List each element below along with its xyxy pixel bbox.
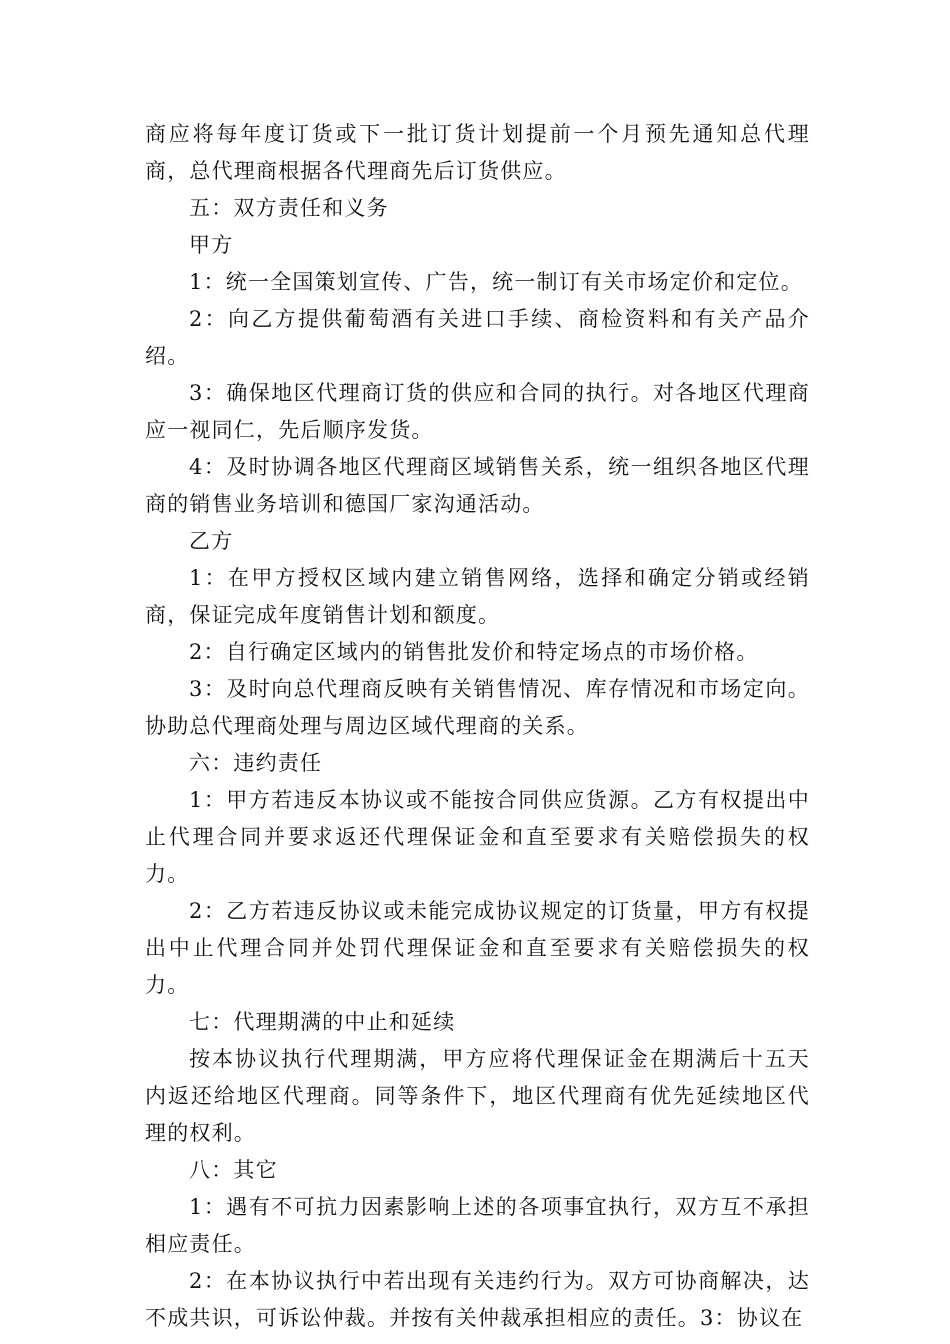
party-a-clause-1: 1：统一全国策划宣传、广告，统一制订有关市场定价和定位。 <box>189 270 803 294</box>
section-heading-7: 七：代理期满的中止和延续 <box>189 1010 456 1034</box>
party-a-heading: 甲方 <box>189 233 234 257</box>
other-clause-2: 2：在本协议执行中若出现有关违约行为。双方可协商解决，达不成共识，可诉讼仲裁。并按有关仲裁承担相应的责任。3：协议在 <box>145 1269 810 1330</box>
party-a-clause-3: 3：确保地区代理商订货的供应和合同的执行。对各地区代理商应一视同仁，先后顺序发货。 <box>145 381 810 442</box>
party-b-clause-2: 2：自行确定区域内的销售批发价和特定场点的市场价格。 <box>189 640 759 664</box>
section-heading-5: 五：双方责任和义务 <box>189 196 389 220</box>
party-b-clause-1: 1：在甲方授权区域内建立销售网络，选择和确定分销或经销商，保证完成年度销售计划和额度。 <box>145 566 810 627</box>
breach-clause-1: 1：甲方若违反本协议或不能按合同供应货源。乙方有权提出中止代理合同并要求返还代理保证金和直至要求有关赔偿损失的权力。 <box>145 788 810 886</box>
breach-clause-2: 2：乙方若违反协议或未能完成协议规定的订货量，甲方有权提出中止代理合同并处罚代理保证金和直至要求有关赔偿损失的权力。 <box>145 899 810 997</box>
party-b-heading: 乙方 <box>189 529 234 553</box>
expiry-clause: 按本协议执行代理期满，甲方应将代理保证金在期满后十五天内返还给地区代理商。同等条件下，地区代理商有优先延续地区代理的权利。 <box>145 1047 810 1145</box>
party-a-clause-2: 2：向乙方提供葡萄酒有关进口手续、商检资料和有关产品介绍。 <box>145 307 810 368</box>
section-heading-8: 八：其它 <box>189 1158 278 1182</box>
party-a-clause-4: 4：及时协调各地区代理商区域销售关系，统一组织各地区代理商的销售业务培训和德国厂家沟通活动。 <box>145 455 810 516</box>
other-clause-1: 1：遇有不可抗力因素影响上述的各项事宜执行，双方互不承担相应责任。 <box>145 1195 810 1256</box>
document-body <box>145 116 810 1337</box>
party-b-clause-3: 3：及时向总代理商反映有关销售情况、库存情况和市场定向。协助总代理商处理与周边区域代理商的关系。 <box>145 677 810 738</box>
paragraph-continuation: 商应将每年度订货或下一批订货计划提前一个月预先通知总代理商，总代理商根据各代理商先后订货供应。 <box>145 122 810 183</box>
section-heading-6: 六：违约责任 <box>189 751 323 775</box>
